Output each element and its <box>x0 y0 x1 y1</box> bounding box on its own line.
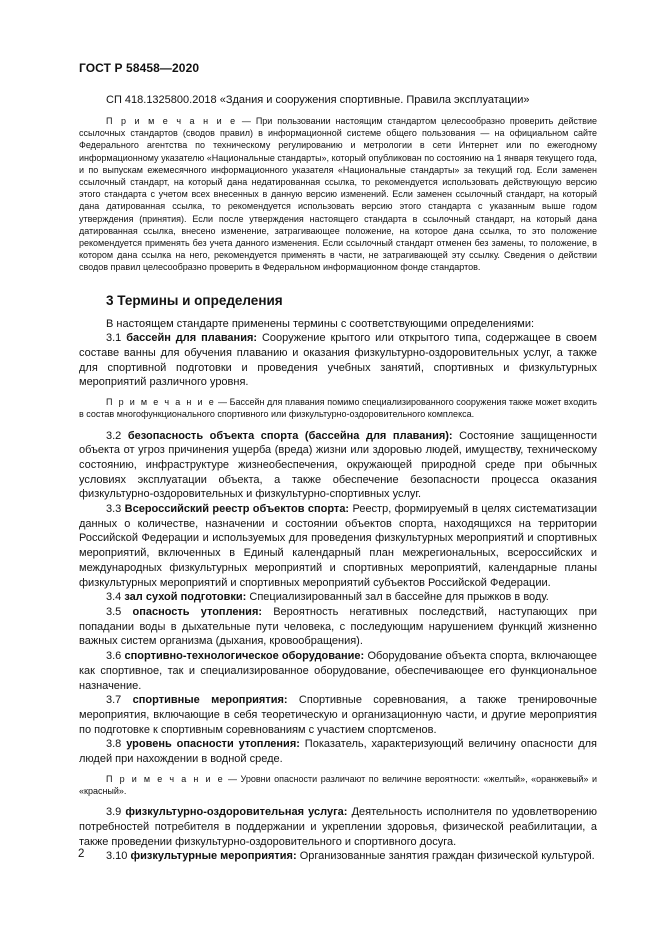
term-number: 3.6 <box>106 650 122 663</box>
term-definition: Организованные занятия граждан физической культурой. <box>299 850 595 863</box>
page-body <box>79 93 597 864</box>
note-levels <box>79 773 597 797</box>
term-3-8 <box>79 737 597 766</box>
term-name: физкультурные мероприятия: <box>130 850 297 863</box>
term-number: 3.1 <box>106 332 122 345</box>
note-text: — При пользовании настоящим стандартом целесообразно проверить действие ссылочных стандартов (сводов правил) в информационной системе общего пользования — на официальном сайте Федерального агентства по техническому регулированию и метрологии в сети Интернет или по ежегодному информационному указателю «Национальные стандарты», который опубликован по состоянию на 1 января текущего года, и по выпускам ежемесячного информационного указателя «Национальные стандарты» за текущий год. Если заменен ссылочный стандарт, на который дана недатированная ссылка, то рекомендуется использовать действующую версию этого стандарта с учетом всех внесенных в данную версию изменений. Если заменен ссылочный стандарт, на который дана датированная ссылка, то рекомендуется использовать версию этого стандарта с указанным выше годом утверждения (принятия). Если после утверждения настоящего стандарта в ссылочный стандарт, на который дана датированная ссылка, внесено изменение, затрагивающее положение, на которое дана ссылка, то это положение рекомендуется применять без учета данного изменения. Если ссылочный стандарт отменен без замены, то положение, в котором дана ссылка на него, рекомендуется применять в части, не затрагивающей эту ссылку. Сведения о действии сводов правил целесообразно проверить в Федеральном информационном фонде стандартов. <box>79 116 597 273</box>
term-name: безопасность объекта спорта (бассейна для плавания): <box>127 429 453 442</box>
term-3-9 <box>79 805 597 849</box>
term-definition: Показатель, характеризующий величину опасности для людей при нахождении в водной среде. <box>79 738 598 766</box>
term-number: 3.4 <box>106 591 122 604</box>
note-text: — Уровни опасности различают по величине вероятности: «желтый», «оранжевый» и «красный». <box>79 773 597 796</box>
term-3-5 <box>79 605 597 649</box>
page-number: 2 <box>78 848 85 860</box>
term-3-3 <box>79 502 597 590</box>
term-number: 3.10 <box>106 850 128 863</box>
term-number: 3.2 <box>106 429 122 442</box>
term-name: физкультурно-оздоровительная услуга: <box>125 806 348 819</box>
term-number: 3.8 <box>106 738 122 751</box>
term-3-10 <box>79 849 597 864</box>
note-text: — Бассейн для плавания помимо специализированного сооружения также может входить в состав многофункционального спортивного или физкультурно-оздоровительного комплекса. <box>79 397 597 420</box>
term-number: 3.9 <box>106 806 122 819</box>
term-name: бассейн для плавания: <box>126 332 258 345</box>
term-definition: Состояние защищенности объекта от угроз причинения ущерба (вреда) жизни или здоровью людей, имуществу, техническому состоянию, инфраструктуре жизнеобеспечения, окружающей природной среде при обычных условиях эксплуатации объекта, а также обеспечение безопасности процесса оказания физкультурно-оздоровительных и физкультурно-спортивных услуг. <box>79 429 597 501</box>
term-number: 3.3 <box>106 503 122 516</box>
section-title: 3 Термины и определения <box>106 292 283 308</box>
term-definition: Спортивные соревнования, а также тренировочные мероприятия, включающие в себя теоретическую и организационную части, и другие мероприятия по подготовке к спортивным соревнованиям с участием спортсменов. <box>79 694 597 736</box>
term-number: 3.5 <box>106 606 122 618</box>
term-definition: Оборудование объекта спорта, включающее как спортивное, так и специализированное оборудование, обеспечивающее его функциональное назначение. <box>79 650 597 692</box>
reference-sp: СП 418.1325800.2018 «Здания и сооружения спортивные. Правила эксплуатации» <box>106 94 530 106</box>
term-3-4 <box>79 590 597 605</box>
term-definition: Деятельность исполнителя по удовлетворению потребностей потребителя в поддержании и укреплении здоровья, физической реабилитации, а также проведении физкультурно-оздоровительного и спортивного досуга. <box>79 806 597 848</box>
section-intro: В настоящем стандарте применены термины с соответствующими определениями: <box>106 317 535 330</box>
term-name: Всероссийский реестр объектов спорта: <box>124 503 350 516</box>
term-3-2 <box>79 429 597 503</box>
note-references <box>79 115 597 274</box>
term-name: зал сухой подготовки: <box>124 591 247 604</box>
term-3-7 <box>79 693 597 737</box>
term-name: опасность утопления: <box>132 606 263 618</box>
term-name: уровень опасности утопления: <box>126 738 300 751</box>
term-3-6 <box>79 649 597 693</box>
document-header: ГОСТ Р 58458—2020 <box>79 61 200 75</box>
term-definition: Сооружение крытого или открытого типа, содержащее в своем составе ванны для обучения плаванию и оказания физкультурно-оздоровительных услуг, а также для спортивной подготовки и проведения учебных занятий, спортивных и физкультурных мероприятий различного уровня. <box>79 332 597 389</box>
note-pool <box>79 396 597 420</box>
term-number: 3.7 <box>106 694 122 707</box>
term-definition: Реестр, формируемый в целях систематизации данных о количестве, назначении и состоянии объектов спорта, находящихся на территории Российской Федерации и используемых для проведения физкультурных мероприятий и спортивных мероприятий, включенных в Единый календарный план межрегиональных, всероссийских и международных физкультурных мероприятий и спортивных мероприятий, календарные планы физкультурных мероприятий и спортивных мероприятий субъектов Российской Федерации. <box>79 503 597 589</box>
note-label: П р и м е ч а н и е <box>106 397 216 408</box>
term-definition: Вероятность негативных последствий, наступающих при попадании воды в дыхательные пути человека, с последующим нарушением функций жизненно важных систем организма (дыхания, кровообращения). <box>79 606 597 648</box>
term-3-1 <box>79 331 597 390</box>
term-name: спортивные мероприятия: <box>132 694 288 707</box>
term-definition: Специализированный зал в бассейне для прыжков в воду. <box>249 591 549 604</box>
note-label: П р и м е ч а н и е <box>106 773 225 784</box>
term-name: спортивно-технологическое оборудование: <box>124 650 365 663</box>
note-label: П р и м е ч а н и е <box>106 116 237 126</box>
